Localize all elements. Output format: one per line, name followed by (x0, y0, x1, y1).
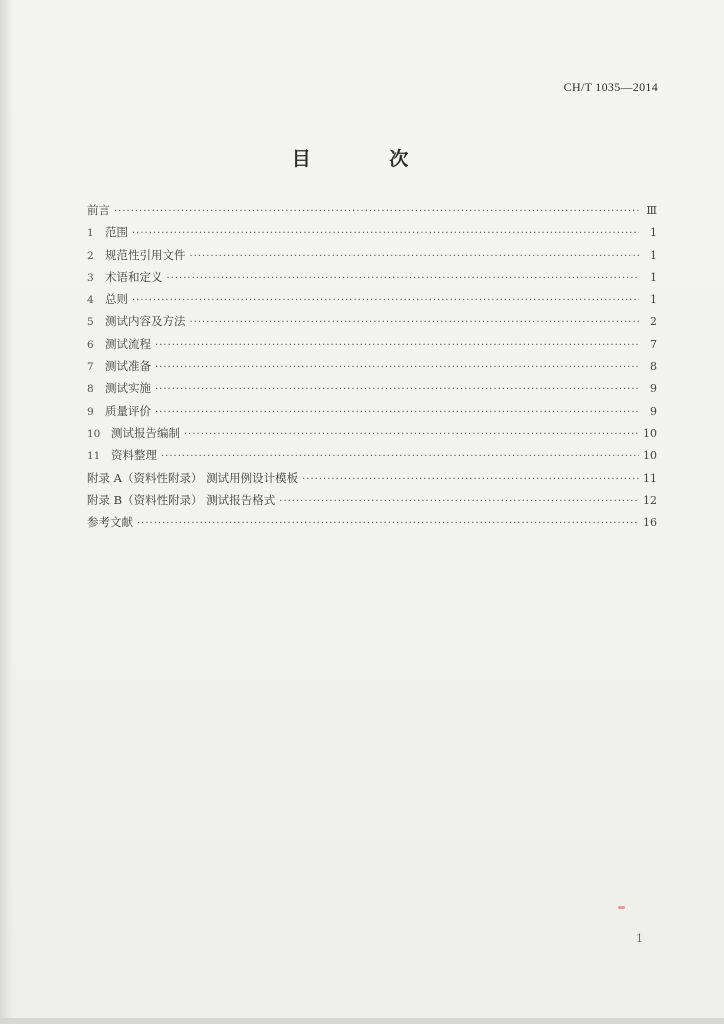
toc-leader-dots (132, 294, 639, 306)
toc-leader-dots (137, 517, 639, 529)
toc-entry-page: 7 (650, 337, 657, 351)
toc-entry-title: 测试内容及方法 (105, 314, 186, 329)
toc-entry-title: 质量评价 (105, 403, 151, 418)
toc-entry-title: 术语和定义 (105, 269, 163, 284)
toc-entry-page: 10 (643, 426, 657, 440)
toc-entry[interactable] (87, 336, 657, 358)
toc-entry-number: 3 (87, 271, 94, 284)
toc-entry[interactable] (87, 403, 657, 425)
toc-leader-dots (190, 250, 640, 262)
toc-entry-title: 前言 (87, 203, 110, 217)
toc-entry-number: 10 (87, 427, 101, 440)
table-of-contents (87, 202, 657, 536)
toc-entry-number: 8 (87, 383, 94, 396)
toc-leader-dots (155, 383, 639, 395)
toc-entry[interactable] (87, 313, 657, 335)
toc-entry[interactable] (87, 380, 657, 402)
toc-entry-title: 规范性引用文件 (105, 247, 186, 262)
toc-entry-page: 9 (650, 382, 657, 396)
toc-entry[interactable] (87, 447, 657, 469)
toc-entry-number: 5 (87, 316, 94, 329)
toc-entry-number: 6 (87, 338, 94, 351)
toc-entry[interactable] (87, 492, 657, 514)
toc-entry-page: 1 (650, 226, 657, 240)
toc-entry-page: 1 (650, 270, 657, 284)
toc-entry-number: 11 (87, 450, 101, 463)
toc-entry-number: 1 (87, 227, 94, 240)
toc-leader-dots (161, 450, 639, 462)
toc-leader-dots (132, 227, 639, 239)
ink-mark (618, 906, 625, 909)
toc-entry-title: 测试流程 (105, 336, 151, 351)
toc-entry-title: 范围 (105, 225, 128, 240)
toc-entry-title: 测试实施 (105, 381, 151, 396)
toc-entry-title: 测试准备 (105, 359, 151, 374)
toc-entry[interactable] (87, 291, 657, 313)
toc-entry-title: 测试报告编制 (111, 425, 180, 440)
toc-leader-dots (155, 339, 639, 351)
page-title: 目 次 (291, 148, 445, 170)
page-number: 1 (636, 932, 643, 945)
toc-entry[interactable] (87, 202, 657, 224)
toc-leader-dots (155, 406, 639, 418)
toc-entry-page: 2 (650, 315, 657, 329)
toc-entry[interactable] (87, 224, 657, 246)
toc-entry-page: 1 (650, 248, 657, 262)
toc-entry[interactable] (87, 514, 657, 536)
toc-entry[interactable] (87, 470, 657, 492)
toc-entry-number: 7 (87, 361, 94, 374)
toc-entry-page: 1 (650, 293, 657, 307)
toc-entry-page: Ⅲ (646, 204, 657, 217)
toc-entry-number: 2 (87, 249, 94, 262)
toc-leader-dots (190, 316, 640, 328)
page-shadow-bottom (0, 1018, 724, 1024)
toc-leader-dots (155, 361, 639, 373)
toc-entry-number: 4 (87, 294, 94, 307)
toc-entry-page: 8 (650, 360, 657, 374)
toc-entry-page: 12 (643, 493, 657, 507)
toc-entry-title: 总则 (105, 292, 128, 307)
toc-leader-dots (302, 473, 639, 485)
toc-entry-number: 9 (87, 405, 94, 418)
toc-entry-title: 附录 A（资料性附录） 测试用例设计模板 (87, 470, 299, 485)
toc-entry-page: 16 (643, 516, 657, 530)
toc-entry[interactable] (87, 247, 657, 269)
toc-entry[interactable] (87, 269, 657, 291)
toc-entry-page: 11 (643, 471, 657, 485)
toc-leader-dots (279, 495, 639, 507)
toc-entry-title: 附录 B（资料性附录） 测试报告格式 (87, 492, 276, 507)
toc-leader-dots (184, 428, 639, 440)
toc-entry[interactable] (87, 425, 657, 447)
toc-entry-page: 9 (650, 404, 657, 418)
toc-entry-page: 10 (643, 449, 657, 463)
toc-entry[interactable] (87, 358, 657, 380)
toc-leader-dots (167, 272, 640, 284)
toc-entry-title: 资料整理 (111, 448, 157, 463)
toc-leader-dots (114, 205, 639, 217)
standard-code: CH/T 1035—2014 (563, 80, 658, 94)
toc-entry-title: 参考文献 (87, 515, 133, 530)
